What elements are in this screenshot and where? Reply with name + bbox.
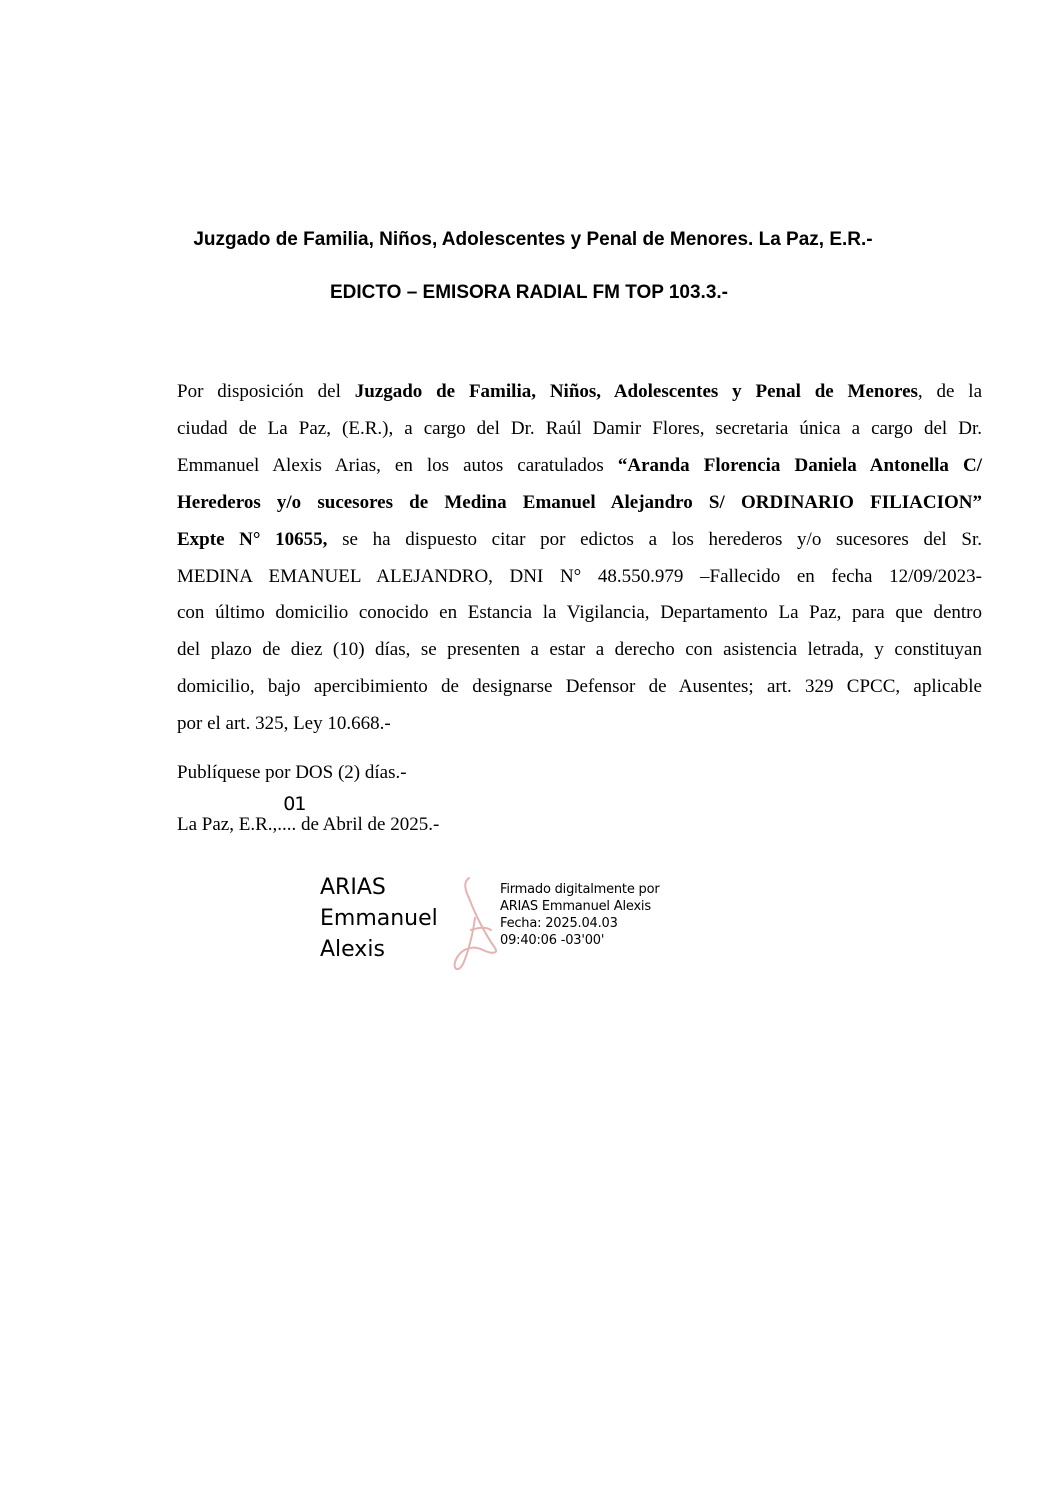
handwritten-day: 01 bbox=[283, 793, 306, 815]
body-text-run: se ha dispuesto citar por edictos a los herederos y/o sucesores del Sr. bbox=[327, 528, 982, 550]
body-text-run: con último domicilio conocido en Estancia la Vigilancia, Departamento La Paz, para que dentro bbox=[177, 602, 982, 624]
body-text-run: ciudad de La Paz, (E.R.), a cargo del Dr. Raúl Damir Flores, secretaria única a cargo del Dr. bbox=[177, 417, 982, 439]
body-line bbox=[177, 448, 982, 485]
signer-name-line: ARIAS bbox=[320, 875, 386, 900]
body-line bbox=[177, 559, 982, 596]
place-date-line bbox=[177, 793, 440, 836]
body-text-run: del plazo de diez (10) días, se presenten a estar a derecho con asistencia letrada, y constituyan bbox=[177, 639, 982, 661]
signer-name-line: Alexis bbox=[320, 937, 385, 962]
signer-name bbox=[320, 872, 438, 965]
bold-text: Herederos y/o sucesores de Medina Emanuel Alejandro S/ ORDINARIO FILIACION” bbox=[177, 491, 982, 513]
edict-body bbox=[177, 374, 982, 743]
month-year-text: de Abril de 2025.- bbox=[296, 814, 440, 835]
body-line bbox=[177, 522, 982, 559]
bold-text: “Aranda Florencia Daniela Antonella C/ bbox=[617, 454, 982, 476]
body-text-run: domicilio, bajo apercibimiento de designarse Defensor de Ausentes; art. 329 CPCC, aplicable bbox=[177, 676, 982, 698]
publish-notice: Publíquese por DOS (2) días.- bbox=[177, 762, 407, 783]
body-line bbox=[177, 411, 982, 448]
signer-name-line: Emmanuel bbox=[320, 906, 438, 931]
body-line bbox=[177, 669, 982, 706]
sig-meta-line: ARIAS Emmanuel Alexis bbox=[500, 899, 651, 914]
bold-text: Expte N° 10655, bbox=[177, 528, 328, 550]
digital-signature bbox=[320, 872, 700, 982]
body-line bbox=[177, 595, 982, 632]
body-line bbox=[177, 485, 982, 522]
court-heading: Juzgado de Familia, Niños, Adolescentes y Penal de Menores. La Paz, E.R.- bbox=[193, 229, 873, 250]
acrobat-signature-mark-icon bbox=[445, 874, 501, 978]
bold-text: Juzgado de Familia, Niños, Adolescentes y Penal de Menores bbox=[354, 381, 918, 402]
body-text-run: , de la bbox=[917, 381, 983, 402]
sig-meta-line: Firmado digitalmente por bbox=[500, 882, 660, 897]
body-text-run: Por disposición del bbox=[177, 381, 355, 402]
body-line bbox=[177, 632, 982, 669]
place-text: La Paz, E.R., bbox=[177, 814, 278, 835]
body-text-run: Emmanuel Alexis Arias, en los autos caratulados bbox=[177, 454, 618, 476]
sig-meta-line: Fecha: 2025.04.03 bbox=[500, 916, 618, 931]
body-line bbox=[177, 374, 982, 411]
body-text-run: MEDINA EMANUEL ALEJANDRO, DNI N° 48.550.979 –Fallecido en fecha 12/09/2023- bbox=[177, 565, 982, 587]
day-blank: .... 01 bbox=[277, 793, 306, 835]
sig-meta-line: 09:40:06 -03'00' bbox=[500, 933, 605, 948]
edict-heading: EDICTO – EMISORA RADIAL FM TOP 103.3.- bbox=[329, 282, 729, 303]
body-line bbox=[177, 706, 982, 743]
body-text-run: por el art. 325, Ley 10.668.- bbox=[177, 713, 391, 735]
signature-metadata bbox=[500, 881, 660, 949]
